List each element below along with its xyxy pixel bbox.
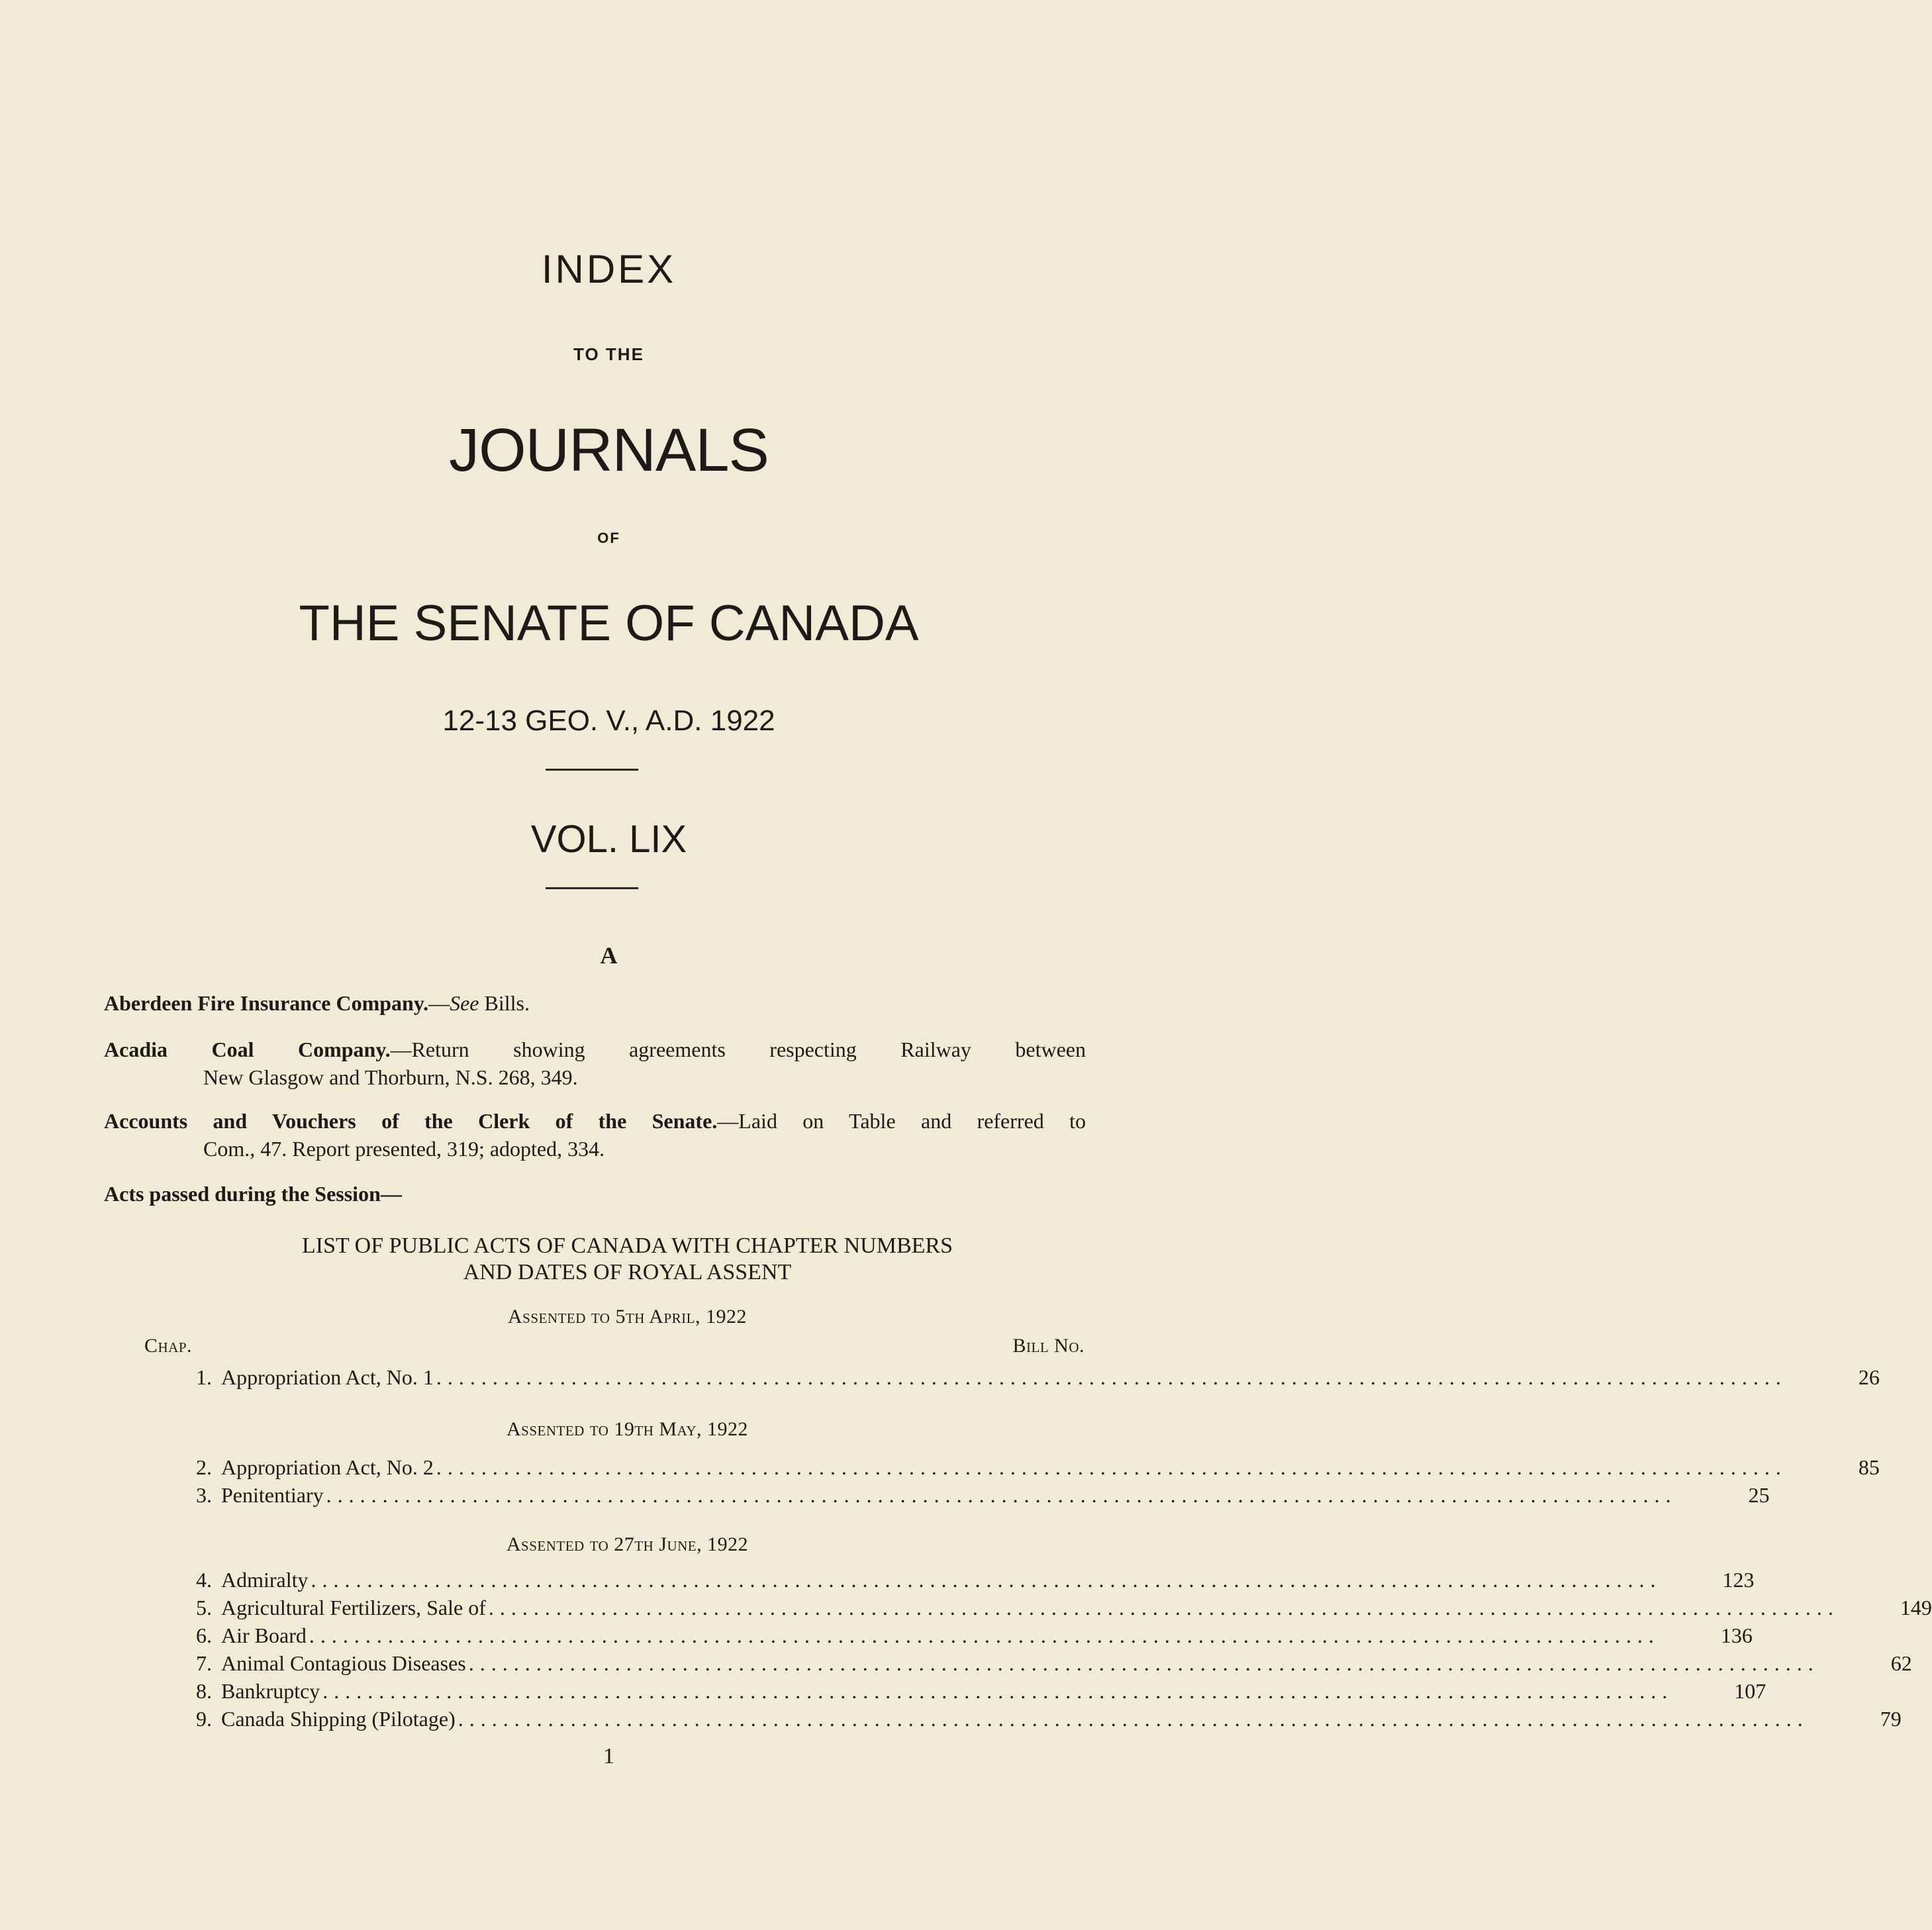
index-entry (104, 1107, 1086, 1135)
entry-continuation (104, 1135, 1086, 1163)
entry-text: Bills. (479, 991, 530, 1015)
dot-leader: ........................................................................................................................ (309, 1623, 1660, 1647)
index-entry (104, 1036, 1086, 1063)
entry-text: Laid on Table and referred to (738, 1109, 1087, 1133)
dot-leader: ........................................................................................................................ (436, 1365, 1787, 1389)
act-row (177, 1623, 1753, 1651)
chapter-number: 2. (196, 1455, 212, 1479)
act-row (177, 1483, 1770, 1511)
index-entry (104, 1180, 1086, 1208)
bill-number: 136 (1720, 1623, 1753, 1647)
dot-leader: ........................................................................................................................ (436, 1455, 1787, 1479)
bill-number: 26 (1858, 1365, 1880, 1389)
chapter-number: 8. (196, 1679, 212, 1703)
act-row (177, 1651, 1912, 1679)
entry-dash: — (717, 1109, 739, 1133)
list-title-line: LIST OF PUBLIC ACTS OF CANADA WITH CHAPTER NUMBERS (302, 1233, 953, 1258)
bill-number: 149 (1900, 1596, 1932, 1619)
chapter-number: 1. (196, 1365, 212, 1389)
act-row (177, 1707, 1902, 1735)
list-title-line: AND DATES OF ROYAL ASSENT (463, 1260, 792, 1284)
dot-leader: ........................................................................................................................ (468, 1651, 1819, 1675)
bill-number: 25 (1748, 1483, 1770, 1507)
session-line: 12-13 GEO. V., A.D. 1922 (442, 704, 775, 737)
act-title: Canada Shipping (Pilotage) (221, 1707, 456, 1731)
bill-number: 107 (1734, 1679, 1766, 1703)
assent-heading: Assented to 5th April, 1922 (508, 1306, 747, 1327)
dot-leader: ........................................................................................................................ (311, 1568, 1662, 1592)
section-letter: A (600, 942, 618, 969)
index-entry (104, 989, 1086, 1017)
dot-leader: ........................................................................................................................ (488, 1596, 1839, 1619)
chapter-number: 6. (196, 1623, 212, 1647)
act-title: Admiralty (221, 1568, 309, 1592)
entry-dash: — (390, 1037, 412, 1061)
act-title: Agricultural Fertilizers, Sale of (221, 1596, 486, 1619)
entry-continuation (104, 1063, 1086, 1091)
act-row (177, 1596, 1932, 1623)
to-the-label: TO THE (573, 344, 644, 364)
bill-column-header: Bill No. (1012, 1335, 1085, 1357)
entry-heading: Acts passed during the Session— (104, 1182, 402, 1206)
volume-heading: VOL. LIX (530, 818, 687, 861)
assent-heading: Assented to 19th May, 1922 (506, 1418, 749, 1440)
of-label: OF (597, 530, 620, 546)
chapter-number: 3. (196, 1483, 212, 1507)
act-row (177, 1679, 1766, 1707)
page-number: 1 (603, 1744, 614, 1768)
journals-heading: JOURNALS (449, 416, 769, 484)
bill-number: 79 (1880, 1707, 1902, 1731)
chapter-number: 5. (196, 1596, 212, 1619)
chapter-number: 4. (196, 1568, 212, 1592)
dot-leader: ........................................................................................................................ (326, 1483, 1677, 1507)
act-title: Appropriation Act, No. 2 (221, 1455, 434, 1479)
list-title (0, 1233, 1218, 1286)
bottom-divider (546, 887, 638, 889)
senate-heading: THE SENATE OF CANADA (299, 595, 919, 651)
entry-heading: Aberdeen Fire Insurance Company. (104, 991, 429, 1015)
entry-continuation-text: Com., 47. Report presented, 319; adopted, 334. (203, 1137, 605, 1161)
top-divider (546, 769, 638, 771)
chapter-number: 7. (196, 1651, 212, 1675)
index-heading: INDEX (541, 247, 677, 291)
entry-heading: Accounts and Vouchers of the Clerk of the Senate. (104, 1109, 718, 1133)
act-row (177, 1365, 1880, 1393)
entry-continuation-text: New Glasgow and Thorburn, N.S. 268, 349. (203, 1065, 578, 1089)
act-title: Penitentiary (221, 1483, 324, 1507)
assent-heading: Assented to 27th June, 1922 (506, 1533, 749, 1555)
act-title: Bankruptcy (221, 1679, 320, 1703)
act-title: Air Board (221, 1623, 307, 1647)
dot-leader: ........................................................................................................................ (322, 1679, 1674, 1703)
entry-text: Return showing agreements respecting Railway between (411, 1037, 1087, 1061)
bill-number: 62 (1890, 1651, 1912, 1675)
act-title: Appropriation Act, No. 1 (221, 1365, 434, 1389)
act-row (177, 1568, 1755, 1596)
chap-column-header: Chap. (144, 1335, 193, 1357)
entry-see-ref: See (450, 991, 479, 1015)
entry-heading: Acadia Coal Company. (104, 1037, 391, 1061)
act-title: Animal Contagious Diseases (221, 1651, 466, 1675)
bill-number: 85 (1858, 1455, 1880, 1479)
chapter-number: 9. (196, 1707, 212, 1731)
bill-number: 123 (1722, 1568, 1755, 1592)
dot-leader: ........................................................................................................................ (458, 1707, 1809, 1731)
act-row (177, 1455, 1880, 1483)
entry-dash: — (428, 991, 450, 1015)
